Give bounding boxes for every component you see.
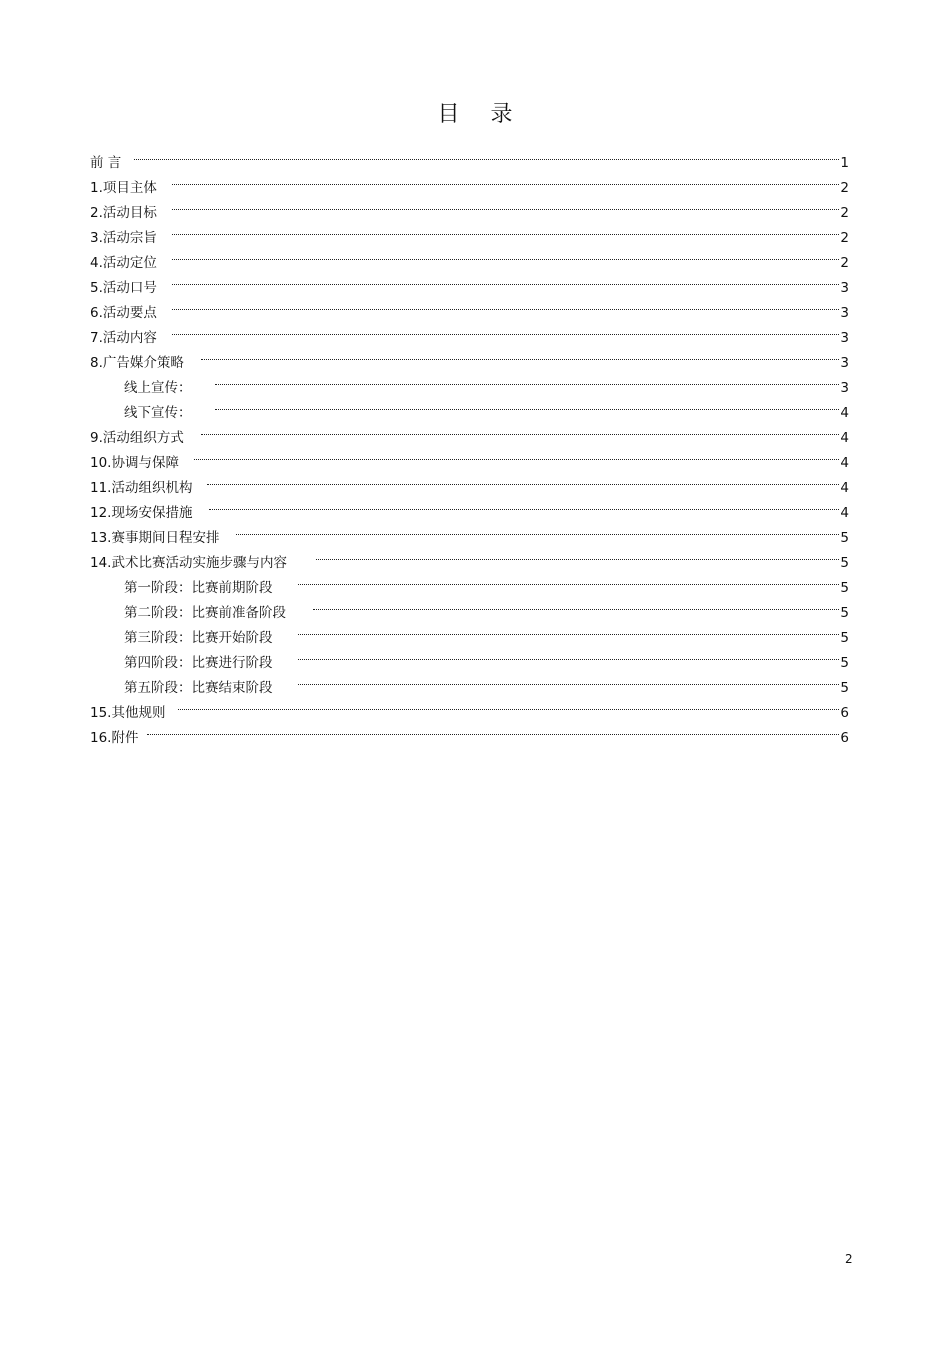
toc-leader-dots [201,417,840,442]
toc-entry[interactable] [90,317,849,346]
toc-entry-page: 2 [840,255,849,271]
toc-leader-dots [316,542,839,567]
toc-entry-label: 线上宣传： [124,380,192,396]
toc-entry-label: 第三阶段：比赛开始阶段 [124,630,273,646]
toc-entry[interactable] [90,567,849,596]
toc-entry-label: 4.活动定位 [90,255,157,271]
toc-entry-label: 11.活动组织机构 [90,480,193,496]
toc-entry-page: 5 [840,580,849,596]
toc-entry-page: 4 [840,455,849,471]
toc-entry[interactable] [90,592,849,621]
toc-entry-label: 第四阶段：比赛进行阶段 [124,655,273,671]
page-title: 目 录 [437,102,525,127]
toc-entry-page: 5 [840,605,849,621]
toc-leader-dots [147,717,839,742]
toc-leader-dots [298,567,840,592]
toc-entry-page: 2 [840,180,849,196]
toc-leader-dots [134,142,839,167]
toc-entry-label: 5.活动口号 [90,280,157,296]
toc-entry[interactable] [90,142,849,171]
toc-leader-dots [172,292,840,317]
toc-entry-label: 第五阶段：比赛结束阶段 [124,680,273,696]
toc-entry-label: 9.活动组织方式 [90,430,184,446]
toc-entry-page: 4 [840,405,849,421]
toc-entry-page: 3 [840,330,849,346]
toc-entry-label: 6.活动要点 [90,305,157,321]
toc-entry-page: 4 [840,505,849,521]
toc-leader-dots [178,692,839,717]
toc-leader-dots [298,667,840,692]
toc-entry-page: 1 [840,155,849,171]
toc-entry-page: 6 [840,730,849,746]
toc-entry-label: 13.赛事期间日程安排 [90,530,220,546]
toc-leader-dots [236,517,839,542]
toc-entry[interactable] [90,642,849,671]
toc-entry-label: 12.现场安保措施 [90,505,193,521]
toc-entry[interactable] [90,692,849,721]
toc-entry[interactable] [90,617,849,646]
toc-entry-page: 2 [840,230,849,246]
toc-leader-dots [172,192,840,217]
toc-entry-page: 5 [840,530,849,546]
toc-entry-page: 5 [840,630,849,646]
toc-entry-label: 7.活动内容 [90,330,157,346]
page-number: 2 [845,1252,853,1266]
toc-entry-label: 第一阶段：比赛前期阶段 [124,580,273,596]
toc-entry-page: 5 [840,680,849,696]
toc-leader-dots [215,392,840,417]
toc-leader-dots [201,342,840,367]
toc-entry[interactable] [90,242,849,271]
toc-entry-page: 4 [840,480,849,496]
toc-entry[interactable] [90,467,849,496]
toc-leader-dots [172,317,840,342]
toc-entry-page: 3 [840,305,849,321]
toc-entry[interactable] [90,192,849,221]
toc-entry[interactable] [90,267,849,296]
toc-entry-page: 2 [840,205,849,221]
toc-entry-label: 16.附件 [90,730,139,746]
toc-entry-label: 10.协调与保障 [90,455,179,471]
toc-leader-dots [298,617,840,642]
toc-leader-dots [298,642,840,667]
toc-entry[interactable] [90,292,849,321]
toc-leader-dots [313,592,839,617]
toc-entry-page: 4 [840,430,849,446]
toc-entry-page: 6 [840,705,849,721]
toc-entry-label: 15.其他规则 [90,705,166,721]
toc-leader-dots [207,467,839,492]
toc-entry[interactable] [90,367,849,396]
toc-entry[interactable] [90,342,849,371]
toc-entry-label: 2.活动目标 [90,205,157,221]
toc-leader-dots [215,367,840,392]
toc-entry[interactable] [90,167,849,196]
toc-entry-page: 3 [840,355,849,371]
toc-leader-dots [172,242,840,267]
toc-entry-label: 3.活动宗旨 [90,230,157,246]
toc-leader-dots [209,492,839,517]
toc-entry[interactable] [90,392,849,421]
toc-leader-dots [194,442,839,467]
toc-leader-dots [172,217,840,242]
table-of-contents [90,142,849,746]
toc-entry-label: 14.武术比赛活动实施步骤与内容 [90,555,287,571]
toc-entry[interactable] [90,542,849,571]
toc-entry-page: 3 [840,380,849,396]
toc-leader-dots [172,267,840,292]
toc-entry-page: 3 [840,280,849,296]
toc-entry[interactable] [90,717,849,746]
toc-entry-label: 前 言 [90,155,122,171]
toc-entry-label: 8.广告媒介策略 [90,355,184,371]
toc-entry[interactable] [90,517,849,546]
toc-entry[interactable] [90,492,849,521]
toc-entry-page: 5 [840,555,849,571]
toc-entry[interactable] [90,442,849,471]
toc-entry-label: 线下宣传： [124,405,192,421]
toc-leader-dots [172,167,840,192]
toc-entry[interactable] [90,417,849,446]
toc-entry-label: 1.项目主体 [90,180,157,196]
toc-entry[interactable] [90,217,849,246]
toc-entry[interactable] [90,667,849,696]
toc-entry-page: 5 [840,655,849,671]
toc-entry-label: 第二阶段：比赛前准备阶段 [124,605,286,621]
